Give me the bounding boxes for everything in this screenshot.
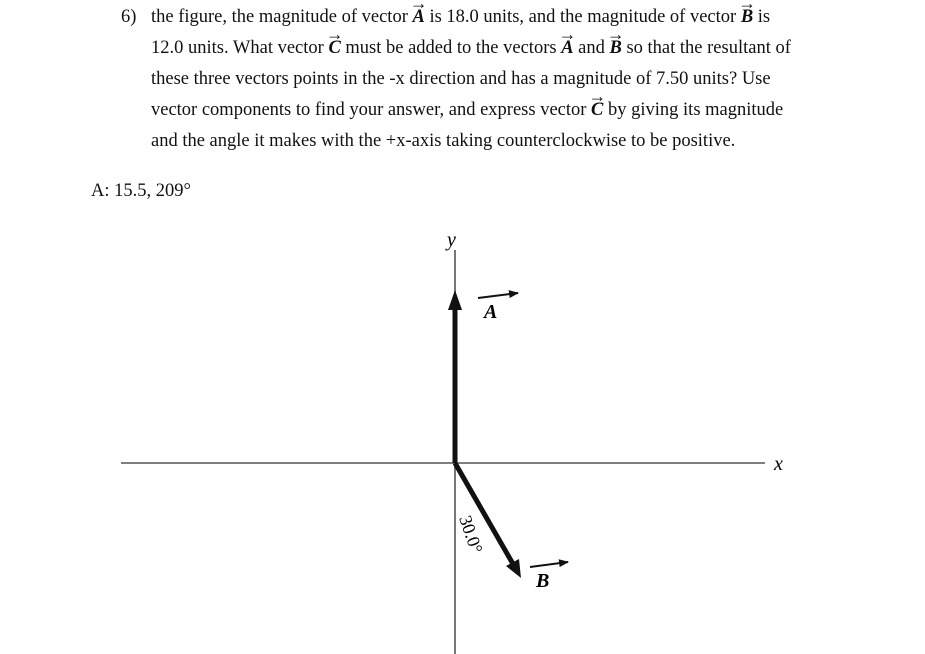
vector-a-symbol: → A [412, 2, 424, 33]
question-line-1: the figure, the magnitude of vector → A is 18.0 units, and the magnitude of vector → B is [151, 2, 881, 33]
answer-text: A: 15.5, 209° [91, 181, 191, 201]
question-line-4: vector components to find your answer, and express vector → C by giving its magnitude [151, 95, 881, 126]
question-line-3: these three vectors points in the -x direction and has a magnitude of 7.50 units? Use [151, 69, 771, 89]
vector-c-symbol: → C [591, 95, 603, 126]
vector-a-arrowhead [448, 290, 462, 310]
vector-b-label-arrow [530, 562, 568, 567]
vector-b-symbol: → B [610, 33, 622, 64]
angle-label: 30.0° [455, 512, 487, 556]
vector-c-symbol: → C [328, 33, 340, 64]
vector-a-label: A [484, 301, 498, 323]
question-line-5: and the angle it makes with the +x-axis taking counterclockwise to be positive. [151, 131, 736, 151]
vector-a-label-arrow [478, 293, 518, 298]
vector-b-symbol: → B [741, 2, 753, 33]
question-line-2: 12.0 units. What vector → C must be added to the vectors → A and → B so that the resultant of [151, 33, 881, 64]
y-axis-label: y [447, 229, 456, 251]
x-axis-label: x [774, 453, 783, 475]
question-number: 6) [121, 7, 137, 27]
vector-a-symbol: → A [561, 33, 573, 64]
vector-b-label: B [536, 570, 550, 592]
